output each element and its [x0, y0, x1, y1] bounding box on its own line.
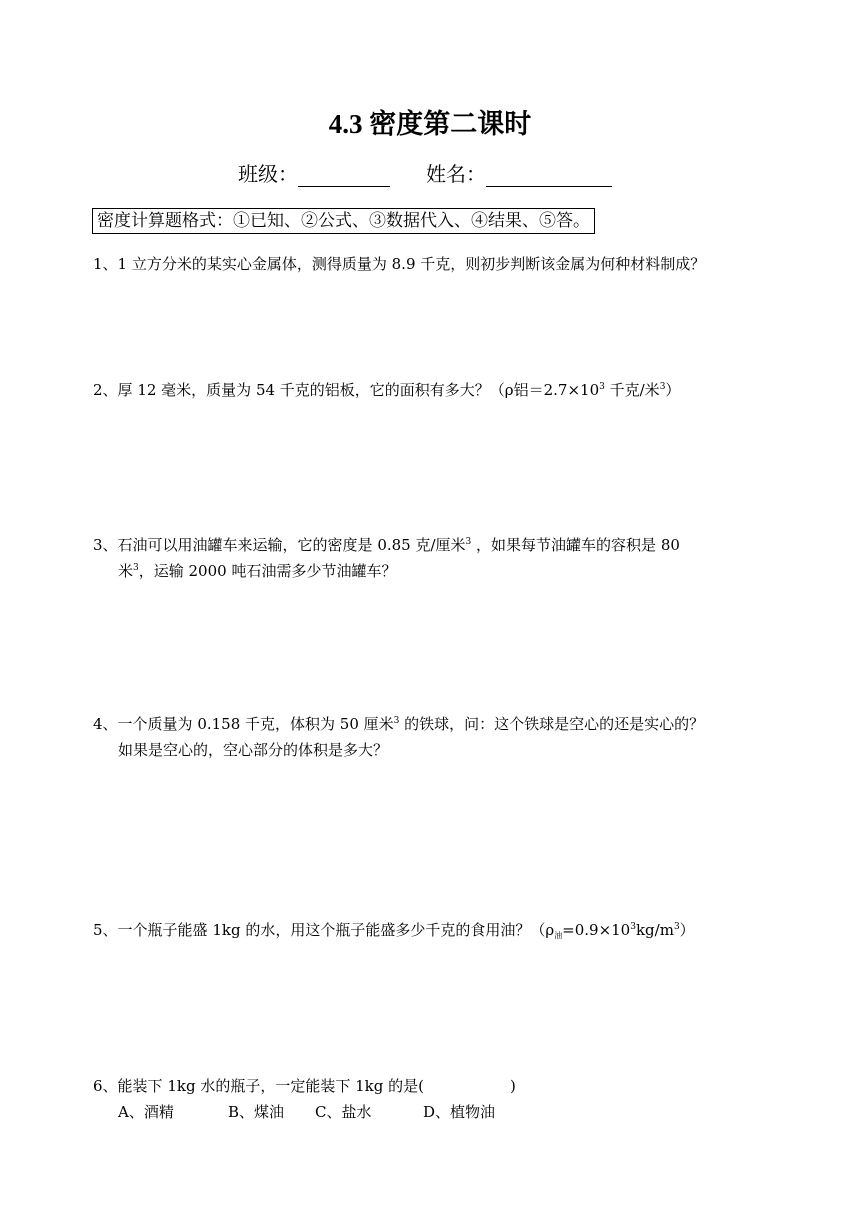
question-text: 一个瓶子能盛 1kg 的水，用这个瓶子能盛多少千克的食用油？（ρ — [117, 921, 555, 939]
question-number: 4、 — [93, 715, 118, 733]
question-number: 3、 — [93, 536, 118, 554]
question-text: ） — [665, 381, 681, 399]
class-label: 班级： — [238, 162, 298, 186]
question-text: =0.9×10 — [562, 921, 631, 939]
question-4 — [93, 711, 704, 763]
exponent: 3 — [659, 382, 666, 392]
question-text: 石油可以用油罐车来运输，它的密度是 0.85 克/厘米 — [117, 536, 466, 554]
question-text: kg/m — [635, 921, 674, 939]
question-text: ，如果每节油罐车的容积是 80 — [471, 536, 680, 554]
page-title: 4.3 密度第二课时 — [328, 109, 532, 139]
class-field — [238, 158, 390, 187]
question-text: 米 — [118, 562, 134, 580]
option-b: B、煤油 — [228, 1103, 285, 1121]
option-a: A、酒精 — [118, 1103, 174, 1121]
question-text: 厚 12 毫米，质量为 54 千克的铝板，它的面积有多大？（ρ铝＝2.7×10 — [117, 381, 600, 399]
question-1 — [93, 251, 705, 277]
question-text: 千克/米 — [604, 381, 660, 399]
format-note-box: 密度计算题格式：①已知、②公式、③数据代入、④结果、⑤答。 — [92, 208, 595, 234]
class-blank — [298, 164, 390, 187]
name-label: 姓名： — [426, 162, 486, 186]
exponent: 3 — [133, 563, 139, 573]
question-text: 的铁球，问：这个铁球是空心的还是实心的？ — [399, 715, 705, 733]
question-3 — [93, 532, 680, 584]
option-c: C、盐水 — [315, 1103, 372, 1121]
question-number: 5、 — [93, 921, 118, 939]
exponent: 3 — [673, 922, 680, 932]
name-blank — [486, 164, 612, 187]
question-number: 1、 — [93, 255, 118, 273]
exponent: 3 — [630, 922, 636, 932]
question-5 — [93, 917, 695, 943]
question-number: 6、 — [93, 1077, 118, 1095]
question-close-paren: ) — [509, 1077, 516, 1095]
question-text: 如果是空心的，空心部分的体积是多大？ — [118, 741, 389, 759]
question-text: 1 立方分米的某实心金属体，测得质量为 8.9 千克，则初步判断该金属为何种材料制成？ — [117, 255, 706, 273]
question-text: 一个质量为 0.158 千克，体积为 50 厘米 — [117, 715, 394, 733]
name-field — [426, 158, 612, 187]
question-number: 2、 — [93, 381, 118, 399]
options-row — [93, 1099, 516, 1125]
question-text: 能装下 1kg 水的瓶子，一定能装下 1kg 的是( — [117, 1077, 424, 1095]
exponent: 3 — [599, 382, 605, 392]
option-d: D、植物油 — [423, 1103, 496, 1121]
question-text: ，运输 2000 吨石油需多少节油罐车？ — [138, 562, 397, 580]
question-2 — [93, 377, 680, 403]
exponent: 3 — [465, 537, 472, 547]
question-6 — [93, 1073, 516, 1125]
subscript: 油 — [554, 931, 563, 940]
exponent: 3 — [393, 716, 400, 726]
question-text: ） — [679, 921, 695, 939]
